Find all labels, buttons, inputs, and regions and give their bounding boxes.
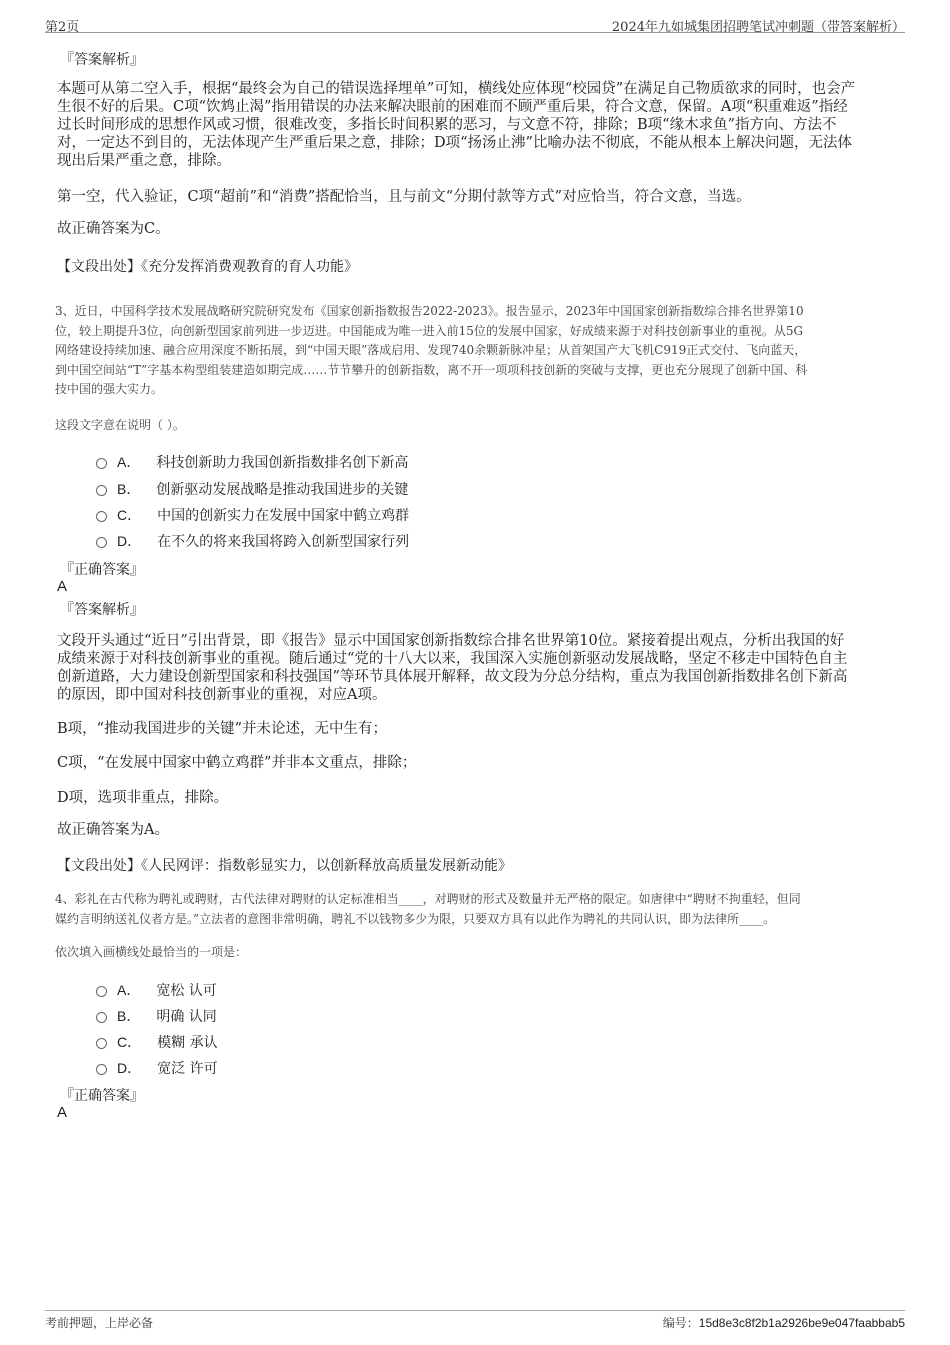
answer-conclusion: 故正确答案为A。 (57, 822, 169, 838)
question-4-prompt: 依次填入画横线处最恰当的一项是： (55, 945, 248, 959)
radio-button[interactable] (96, 537, 107, 548)
option-text: 宽松 认可 (156, 983, 217, 999)
text-line: 网络建设持续加速、融合应用深度不断拓展，到“中国天眼”落成启用、发现740余颗新脉冲星；从首架国产大飞机C919正式交付、飞向蓝天， (55, 343, 807, 357)
code-value: 15d8e3c8f2b1a2926be9e047faabbab5 (698, 1316, 905, 1330)
source-citation: 【文段出处】《人民网评：指数彰显实力，以创新释放高质量发展新动能》 (57, 858, 512, 874)
text-line: 成绩来源于对科技创新事业的重视。随后通过“党的十八大以来，我国深入实施创新驱动发展战略，坚定不移走中国特色自主 (57, 651, 848, 667)
footer-slogan: 考前押题，上岸必备 (45, 1316, 154, 1330)
text-line: 到中国空间站“T”字基本构型组装建造如期完成……节节攀升的创新指数，离不开一项项科技创新的突破与支撑，更也充分展现了创新中国、科 (55, 362, 808, 377)
text-line: 4、彩礼在古代称为聘礼或聘财，古代法律对聘财的认定标准相当____，对聘财的形式及数量并无严格的限定。如唐律中“聘财不拘重轻，但同 (55, 892, 801, 906)
footer-divider (45, 1310, 905, 1311)
q4-option-b[interactable] (96, 1006, 217, 1026)
source-citation: 【文段出处】《充分发挥消费观教育的育人功能》 (57, 259, 358, 275)
option-letter: B． (117, 1008, 141, 1024)
option-text: 中国的创新实力在发展中国家中鹤立鸡群 (157, 508, 410, 524)
question-3-prompt: 这段文字意在说明（ ）。 (55, 418, 185, 432)
text-line: 文段开头通过“近日”引出背景，即《报告》显示中国国家创新指数综合排名世界第10位。紧接着提出观点，分析出我国的好 (57, 633, 845, 649)
text-line: 现出后果严重之意，排除。 (57, 153, 231, 169)
radio-button[interactable] (96, 1038, 107, 1049)
text-line: 的原因，即中国对科技创新事业的重视，对应A项。 (57, 687, 387, 703)
text-line: 生很不好的后果。C项“饮鸩止渴”指用错误的办法来解决眼前的困难而不顾严重后果，符合文意，保留。A项“积重难返”指经 (57, 99, 848, 115)
analysis-label: 『答案解析』 (60, 52, 144, 68)
correct-answer: A (57, 1104, 68, 1121)
q3-option-d[interactable] (96, 531, 409, 551)
radio-button[interactable] (96, 1012, 107, 1023)
text-line: 位，较上期提升3位，向创新型国家前列进一步迈进。中国能成为唯一进入前15位的发展中国家，好成绩来源于对科技创新事业的重视。从5G (55, 323, 804, 338)
option-letter: B． (117, 481, 141, 497)
document-code (663, 1314, 905, 1331)
analysis-paragraph (57, 632, 895, 704)
code-label: 编号： (662, 1316, 699, 1330)
analysis-label: 『答案解析』 (60, 602, 144, 618)
text-line: 媒约言明纳送礼仪者方是。”立法者的意图非常明确，聘礼不以钱物多少为限，只要双方具有以此作为聘礼的共同认识，即为法律所____。 (55, 911, 776, 926)
text-line: 对，一定达不到目的，无法体现产生严重后果之意，排除；D项“扬汤止沸”比喻办法不彻底，不能从根本上解决问题，无法体 (57, 135, 852, 151)
radio-button[interactable] (96, 986, 107, 997)
option-d-note: D项，选项非重点，排除。 (57, 790, 229, 806)
radio-button[interactable] (96, 511, 107, 522)
option-text: 模糊 承认 (157, 1035, 218, 1051)
text-line: 本题可从第二空入手，根据“最终会为自己的错误选择埋单”可知，横线处应体现“校园贷”在满足自己物质欲求的同时，也会产 (57, 81, 856, 97)
option-letter: A． (117, 982, 141, 998)
answer-conclusion: 故正确答案为C。 (57, 221, 170, 237)
header-divider (45, 32, 905, 33)
option-text: 在不久的将来我国将跨入创新型国家行列 (157, 534, 410, 550)
q3-option-c[interactable] (96, 505, 409, 525)
text-line: 过长时间形成的思想作风或习惯，很难改变，多指长时间积累的恶习，与文意不符，排除；B项“缘木求鱼”指方向、方法不 (57, 117, 837, 133)
text-line: 技中国的强大实力。 (55, 382, 164, 396)
option-letter: D． (117, 1060, 142, 1076)
radio-button[interactable] (96, 485, 107, 496)
page-number: 第2页 (45, 20, 80, 35)
question-3-text (55, 302, 895, 400)
q4-option-c[interactable] (96, 1032, 218, 1052)
option-letter: C． (117, 507, 142, 523)
analysis-paragraph-2: 第一空，代入验证，C项“超前”和“消费”搭配恰当，且与前文“分期付款等方式”对应恰当，符合文意，当选。 (57, 189, 751, 205)
q4-option-d[interactable] (96, 1058, 218, 1078)
q4-option-a[interactable] (96, 980, 217, 1000)
option-letter: C． (117, 1034, 142, 1050)
radio-button[interactable] (96, 1064, 107, 1075)
text-line: 3、近日，中国科学技术发展战略研究院研究发布《国家创新指数报告2022-2023》。报告显示，2023年中国国家创新指数综合排名世界第10 (55, 304, 804, 318)
option-text: 明确 认同 (156, 1009, 217, 1025)
correct-answer: A (57, 578, 68, 595)
option-text: 创新驱动发展战略是推动我国进步的关键 (156, 482, 409, 498)
option-text: 科技创新助力我国创新指数排名创下新高 (156, 455, 409, 471)
analysis-paragraph (57, 80, 895, 170)
option-b-note: B项，“推动我国进步的关键”并未论述，无中生有； (57, 721, 387, 737)
correct-answer-label: 『正确答案』 (60, 562, 144, 578)
correct-answer-label: 『正确答案』 (60, 1088, 144, 1104)
radio-button[interactable] (96, 458, 107, 469)
question-4-text (55, 890, 895, 929)
option-text: 宽泛 许可 (157, 1061, 218, 1077)
text-line: 创新道路，大力建设创新型国家和科技强国”等环节具体展开解释，故文段为分总分结构，重点为我国创新指数排名创下新高 (57, 669, 848, 685)
q3-option-a[interactable] (96, 452, 408, 472)
q3-option-b[interactable] (96, 479, 408, 499)
document-title: 2024年九如城集团招聘笔试冲刺题（带答案解析） (611, 20, 905, 35)
option-letter: A． (117, 454, 141, 470)
option-letter: D． (117, 533, 142, 549)
option-c-note: C项，“在发展中国家中鹤立鸡群”并非本文重点，排除； (57, 755, 417, 771)
